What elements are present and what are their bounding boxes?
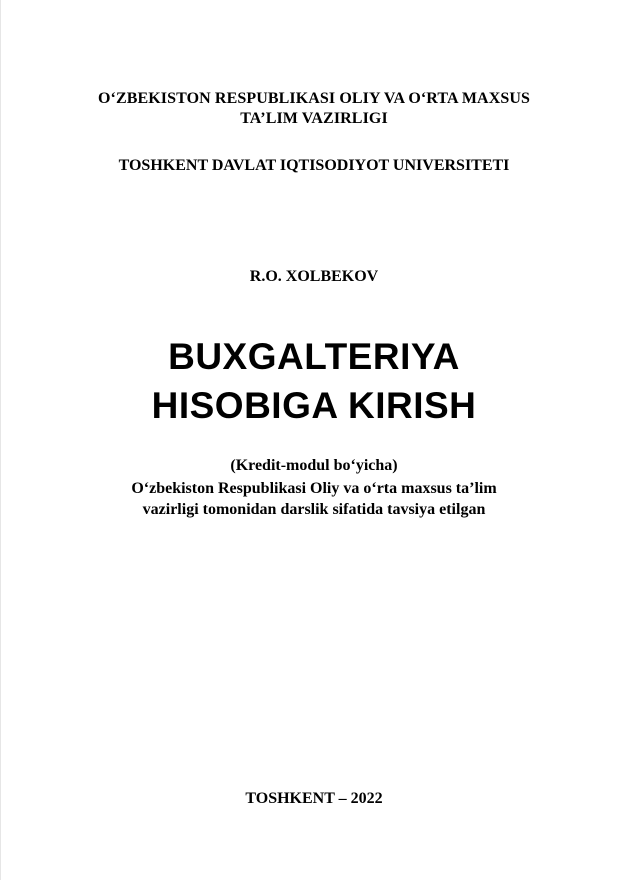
subtitle-line3: vazirligi tomonidan darslik sifatida tavsiya etilgan	[142, 501, 486, 518]
book-title-line2: HISOBIGA KIRISH	[151, 385, 477, 426]
author-name: R.O. XOLBEKOV	[249, 268, 379, 285]
ministry-name-line2: TA’LIM VAZIRLIGI	[240, 110, 388, 127]
book-title-line1: BUXGALTERIYA	[168, 336, 460, 377]
place-and-year: TOSHKENT – 2022	[245, 790, 383, 807]
subtitle-line2: O‘zbekiston Respublikasi Oliy va o‘rta maxsus ta’lim	[131, 480, 497, 497]
university-name: TOSHKENT DAVLAT IQTISODIYOT UNIVERSITETI	[118, 157, 510, 174]
subtitle-line1: (Kredit-modul bo‘yicha)	[230, 457, 398, 474]
ministry-name-line1: O‘ZBEKISTON RESPUBLIKASI OLIY VA O‘RTA MAXSUS	[97, 90, 531, 107]
